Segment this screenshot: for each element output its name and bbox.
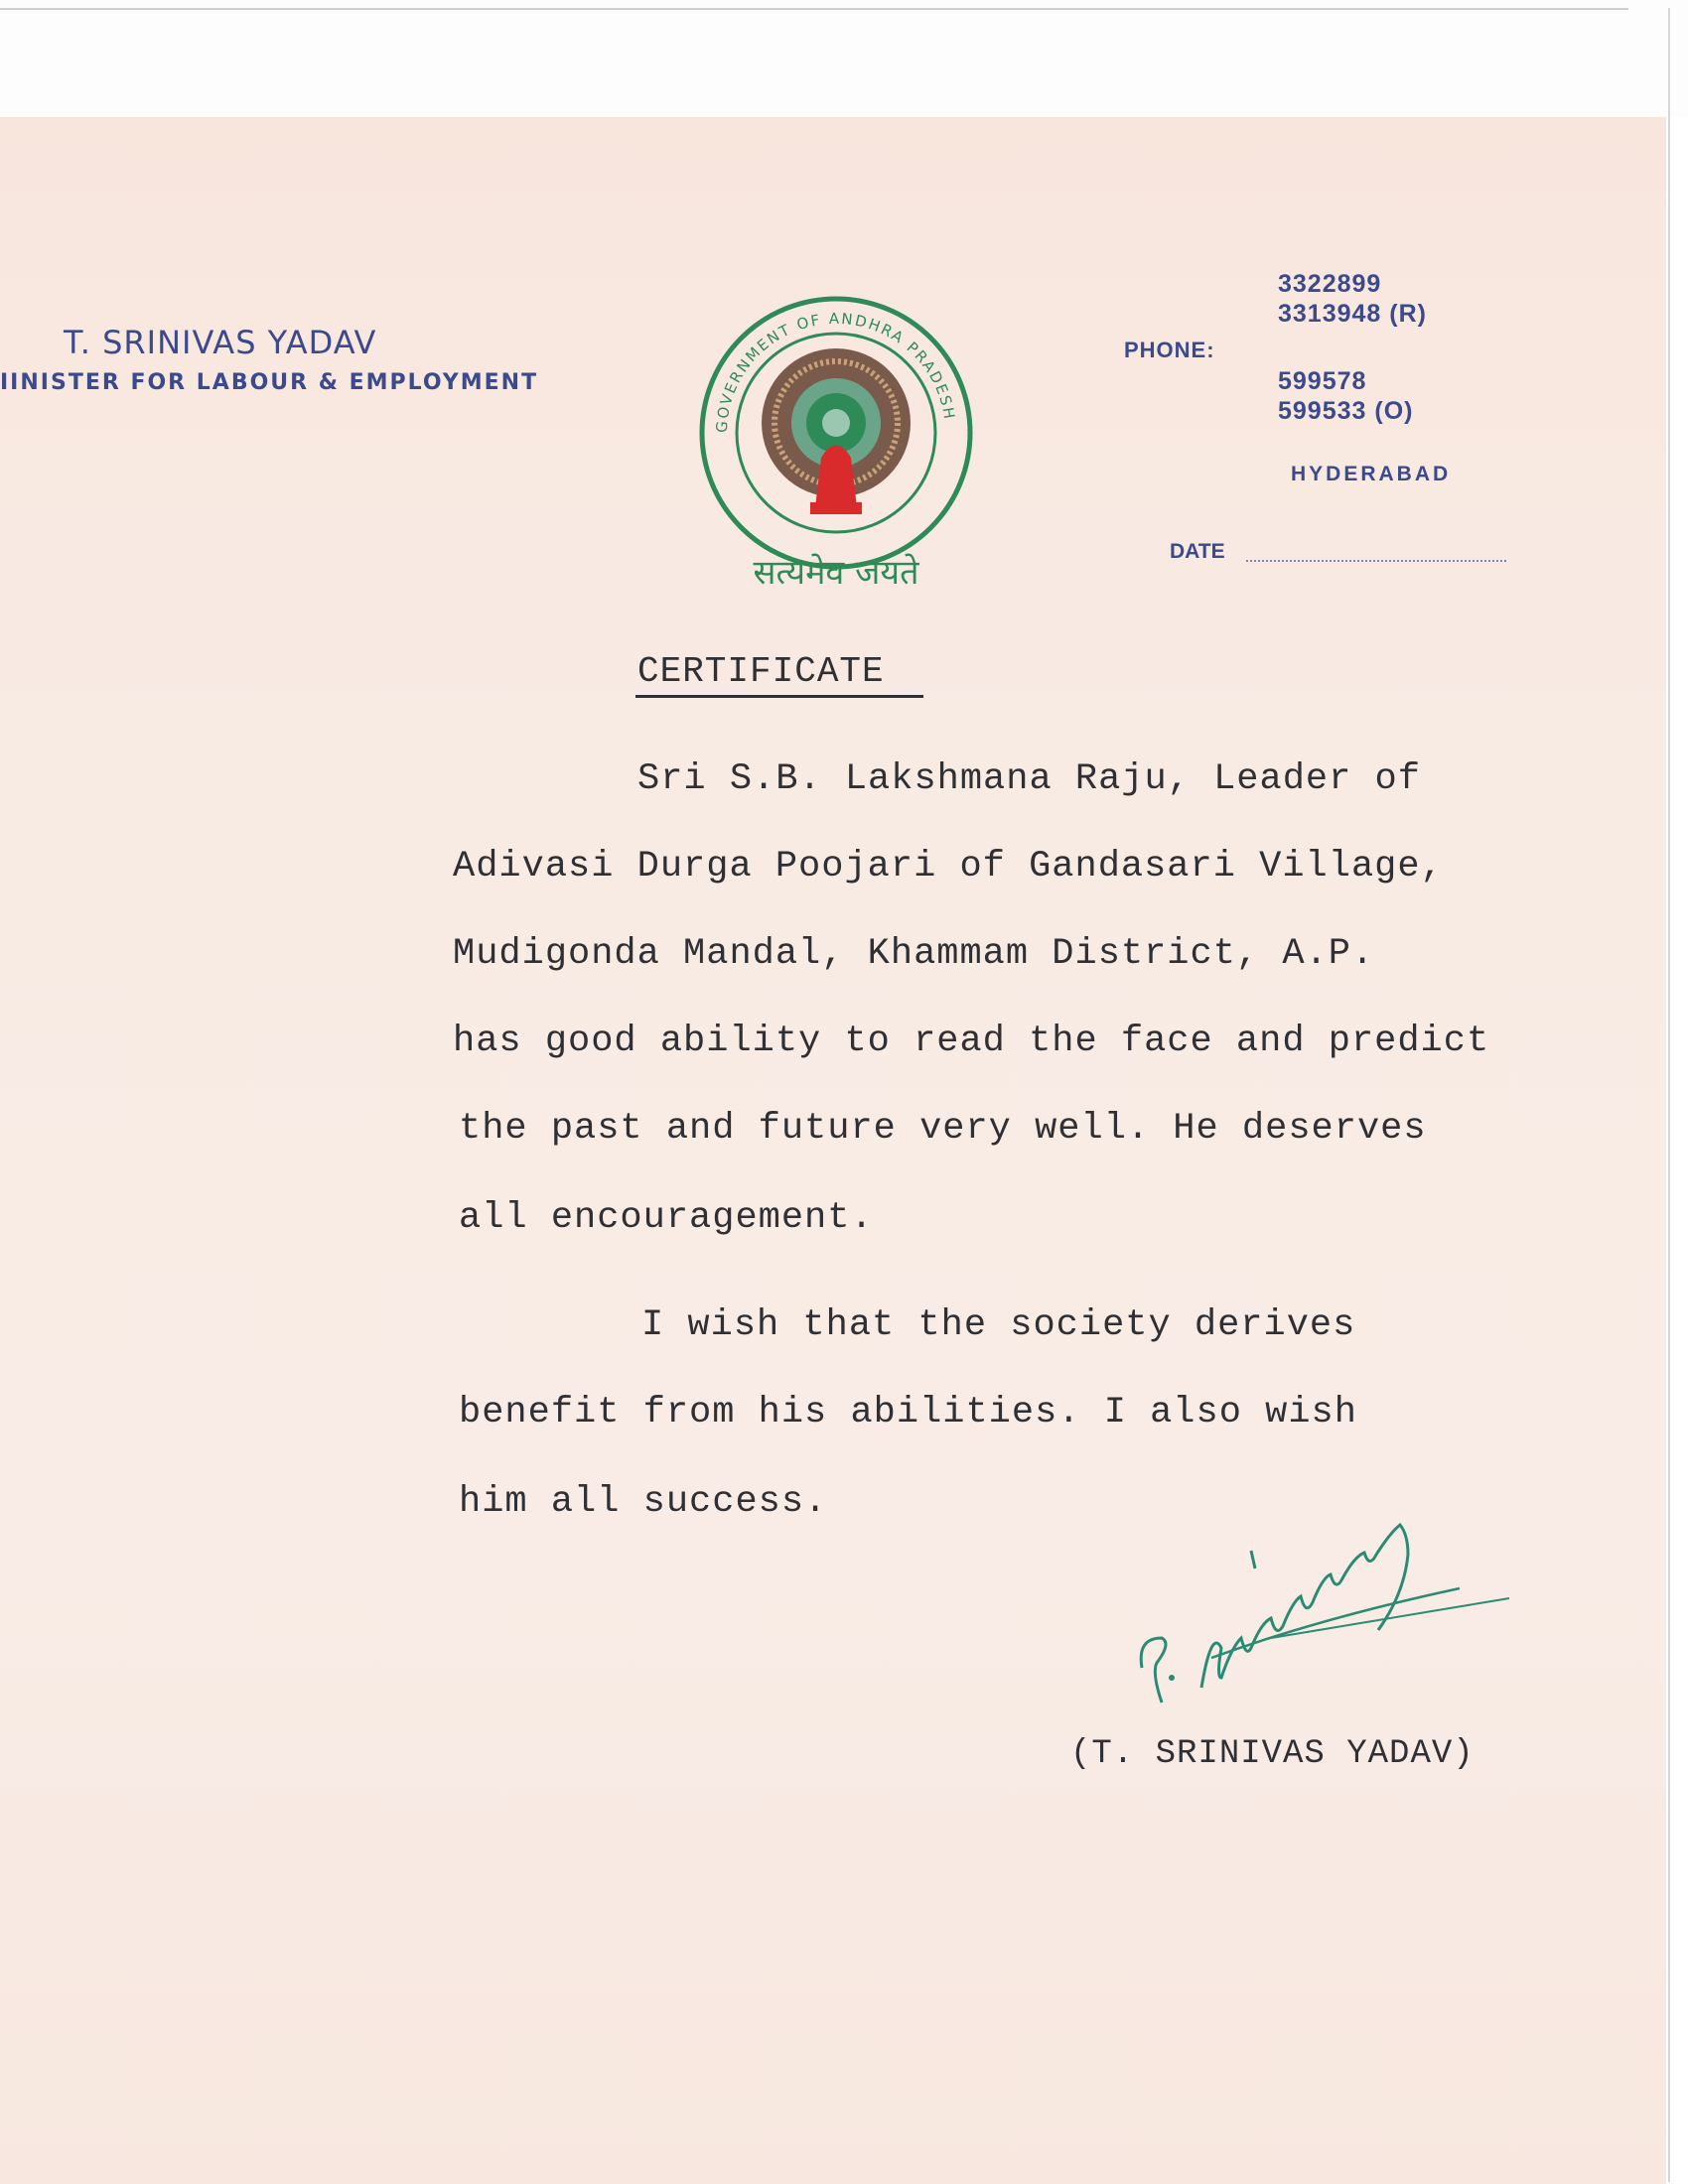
certificate-line-3: Mudigonda Mandal, Khammam District, A.P. (453, 933, 1375, 975)
scan-right-edge (1668, 8, 1670, 2182)
date-blank-line (1246, 560, 1506, 562)
certificate-title: CERTIFICATE (637, 651, 885, 692)
certificate-line-7: I wish that the society derives (641, 1304, 1356, 1346)
signatory-name: (T. SRINIVAS YADAV) (1070, 1735, 1475, 1773)
letterhead-title: IINISTER FOR LABOUR & EMPLOYMENT (0, 370, 539, 395)
date-label: DATE (1170, 540, 1225, 563)
certificate-line-9: him all success. (459, 1481, 828, 1523)
phone-label: PHONE: (1124, 338, 1215, 362)
certificate-line-5: the past and future very well. He deserves (459, 1108, 1427, 1150)
scan-edge-line (0, 8, 1628, 10)
emblem-ring-text: GOVERNMENT OF ANDHRA PRADESH (712, 309, 959, 434)
phone-office-2: 599533 (O) (1278, 397, 1414, 425)
certificate-line-1: Sri S.B. Lakshmana Raju, Leader of (637, 758, 1421, 800)
certificate-line-8: benefit from his abilities. I also wish (459, 1392, 1357, 1433)
scan-top-margin (0, 0, 1688, 117)
city-label: HYDERABAD (1291, 463, 1452, 485)
handwritten-signature (1122, 1519, 1539, 1717)
phone-office-1: 599578 (1278, 367, 1367, 395)
certificate-line-6: all encouragement. (459, 1197, 874, 1239)
andhra-pradesh-emblem (687, 294, 985, 592)
phone-residence-2: 3313948 (R) (1278, 300, 1427, 328)
certificate-line-4: has good ability to read the face and predict (453, 1021, 1490, 1062)
certificate-title-underline (635, 695, 923, 698)
certificate-line-2: Adivasi Durga Poojari of Gandasari Village, (453, 846, 1444, 887)
letterhead-name: T. SRINIVAS YADAV (64, 324, 377, 361)
emblem-motto: सत्यमेव जयते (753, 553, 919, 592)
phone-residence-1: 3322899 (1278, 270, 1382, 298)
